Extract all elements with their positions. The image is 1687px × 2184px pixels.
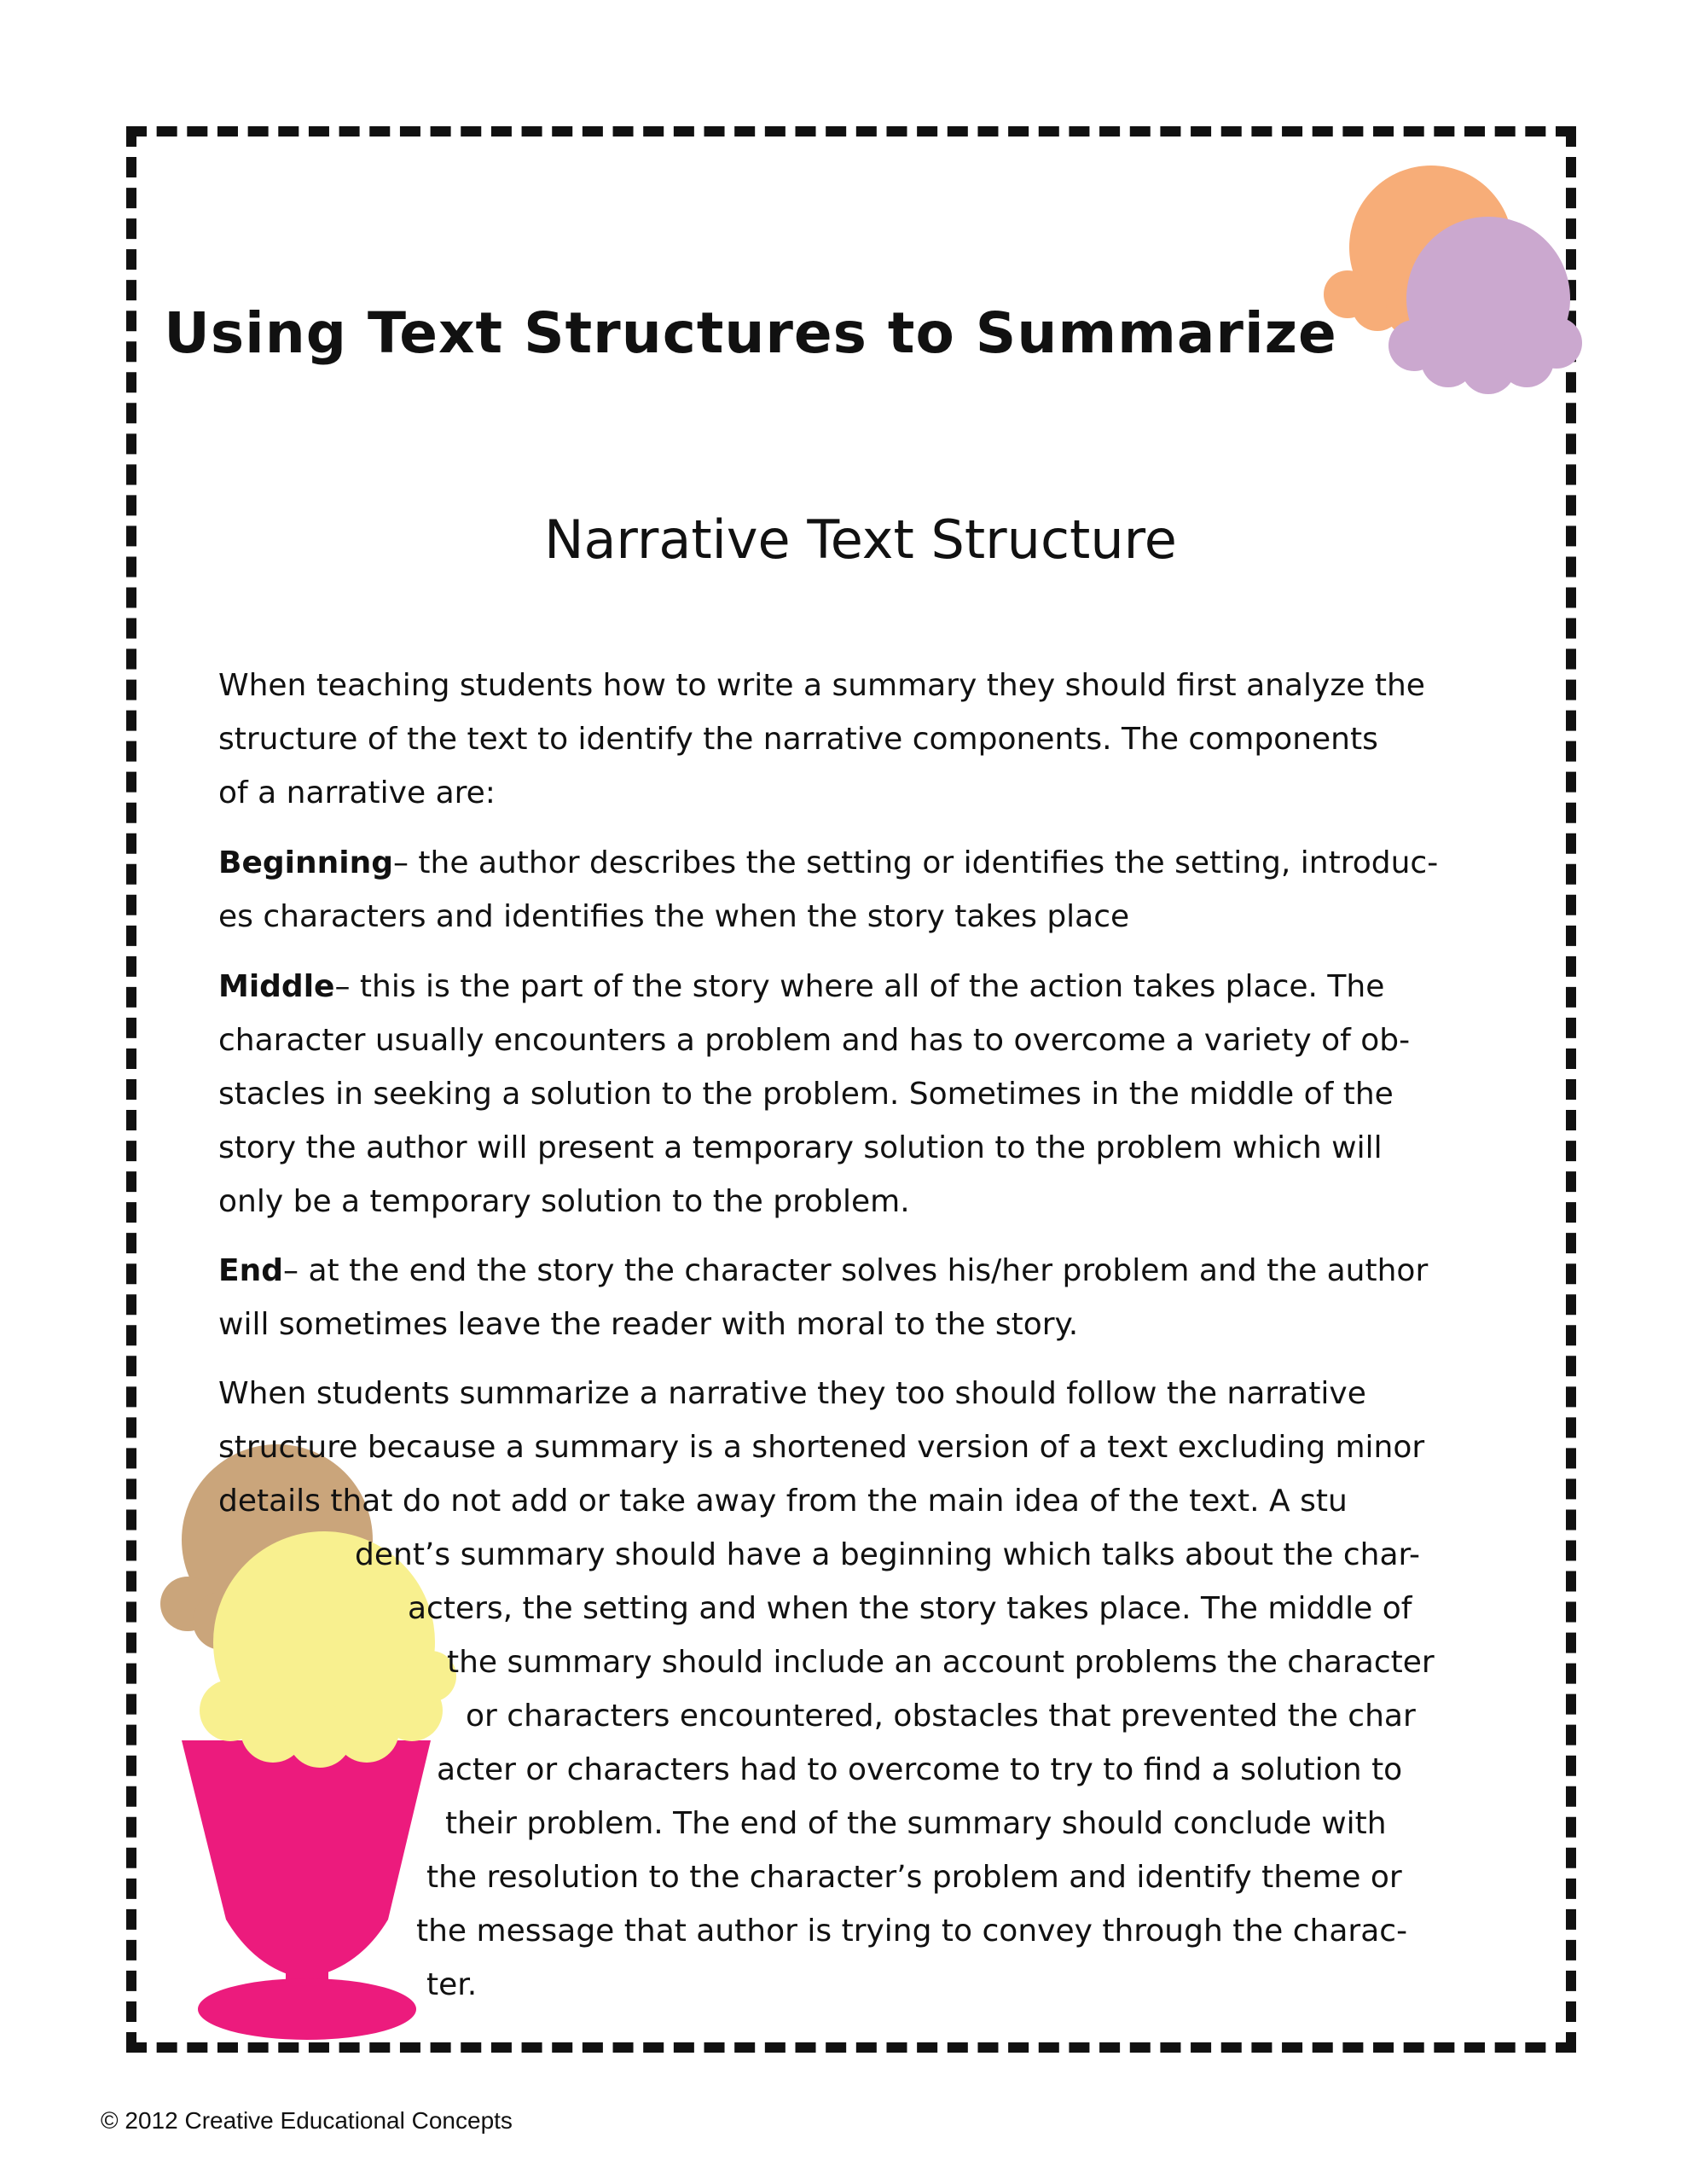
summary-line: structure because a summary is a shortened version of a text excluding minor — [218, 1430, 1425, 1465]
beginning-term: Beginning — [218, 845, 393, 880]
beginning-line: es characters and identifies the when the story takes place — [218, 899, 1130, 934]
end-line: will sometimes leave the reader with moral to the story. — [218, 1307, 1079, 1342]
copyright-notice: © 2012 Creative Educational Concepts — [101, 2107, 513, 2134]
middle-text: – this is the part of the story where all of the action takes place. The — [334, 969, 1385, 1004]
end-paragraph — [218, 1244, 1498, 1351]
intro-line: of a narrative are: — [218, 775, 496, 810]
page-subtitle: Narrative Text Structure — [544, 508, 1177, 571]
middle-line: stacles in seeking a solution to the problem. Sometimes in the middle of the — [218, 1077, 1394, 1112]
summary-line: acter or characters had to overcome to try to find a solution to — [437, 1752, 1403, 1787]
middle-line — [218, 960, 1498, 1014]
beginning-line — [218, 836, 1498, 890]
summary-line: the summary should include an account problems the character — [447, 1645, 1435, 1680]
beginning-paragraph — [218, 836, 1498, 944]
middle-line: only be a temporary solution to the problem. — [218, 1184, 910, 1219]
beginning-text: – the author describes the setting or identifies the setting, introduc- — [392, 845, 1439, 880]
summary-line: acters, the setting and when the story takes place. The middle of — [408, 1591, 1412, 1626]
summary-line: their problem. The end of the summary should conclude with — [445, 1806, 1387, 1841]
intro-paragraph — [218, 659, 1498, 820]
summary-line: or characters encountered, obstacles that prevented the char — [466, 1699, 1416, 1734]
middle-line: story the author will present a temporary solution to the problem which will — [218, 1130, 1383, 1165]
middle-paragraph — [218, 960, 1498, 1228]
summary-line: the message that author is trying to convey through the charac- — [416, 1914, 1408, 1949]
summary-line: ter. — [426, 1967, 478, 2002]
middle-term: Middle — [218, 969, 335, 1004]
end-term: End — [218, 1253, 283, 1288]
intro-line: When teaching students how to write a summary they should first analyze the — [218, 668, 1425, 703]
summary-line: When students summarize a narrative they too should follow the narrative — [218, 1376, 1366, 1411]
summary-line: dent’s summary should have a beginning which talks about the char- — [355, 1537, 1421, 1572]
ice-cream-scoops-icon — [1313, 162, 1586, 410]
summary-paragraph — [218, 1367, 1498, 2012]
summary-line: the resolution to the character’s problem and identify theme or — [426, 1860, 1402, 1895]
page-title: Using Text Structures to Summarize — [164, 300, 1337, 366]
middle-line: character usually encounters a problem and has to overcome a variety of ob- — [218, 1023, 1411, 1058]
intro-line: structure of the text to identify the narrative components. The components — [218, 722, 1378, 757]
summary-line: details that do not add or take away from the main idea of the text. A stu — [218, 1484, 1348, 1519]
end-line — [218, 1244, 1498, 1298]
end-text: – at the end the story the character solves his/her problem and the author — [283, 1253, 1429, 1288]
